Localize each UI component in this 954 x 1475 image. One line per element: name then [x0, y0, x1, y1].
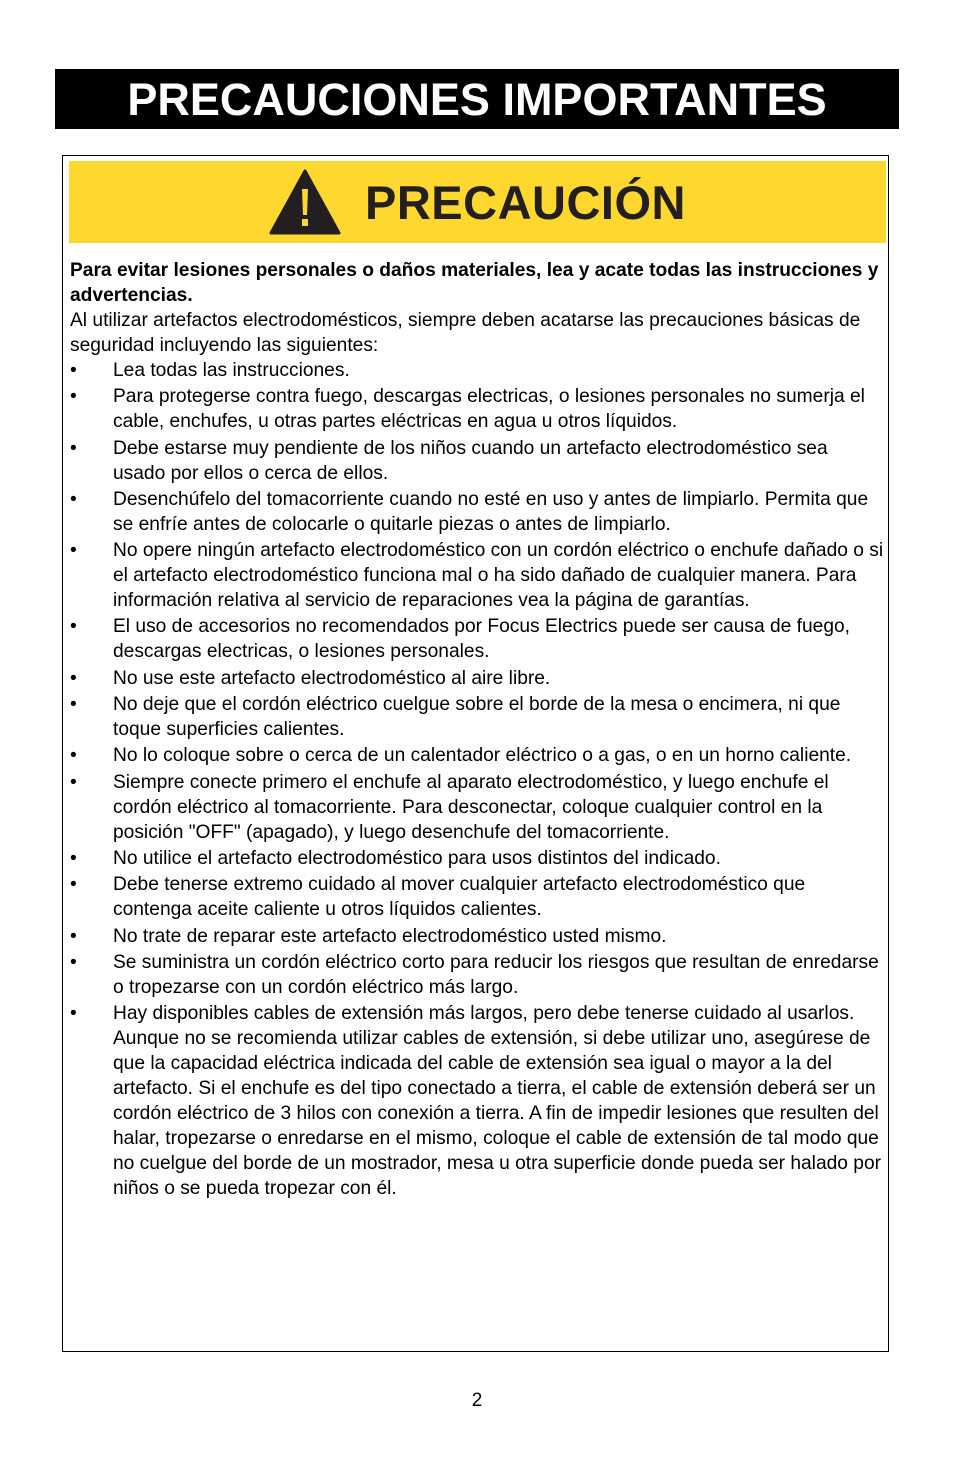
- list-item: [70, 743, 885, 768]
- list-item: [70, 692, 885, 742]
- list-item-text: No opere ningún artefacto electrodoméstico con un cordón eléctrico o enchufe dañado o si el artefacto electrodoméstico funciona mal o ha sido dañado de cualquier manera. Para información relativa al servicio de reparaciones vea la página de garantías.: [113, 540, 884, 612]
- list-item: [70, 487, 885, 537]
- list-item-text: Desenchúfelo del tomacorriente cuando no esté en uso y antes de limpiarlo. Permita que se enfríe antes de colocarle o quitarle piezas o antes de limpiarlo.: [113, 488, 869, 535]
- list-item-text: No trate de reparar este artefacto electrodoméstico usted mismo.: [113, 925, 667, 947]
- warning-triangle-icon: [269, 169, 341, 235]
- intro-warning: Para evitar lesiones personales o daños materiales, lea y acate todas las instrucciones y advertencias.: [70, 260, 879, 306]
- precautions-list: [70, 358, 885, 1201]
- bullet-marker: •: [70, 925, 77, 947]
- list-item: [70, 358, 885, 383]
- list-item: [70, 436, 885, 486]
- list-item: [70, 846, 885, 871]
- list-item-text: Para protegerse contra fuego, descargas electricas, o lesiones personales no sumerja el cable, enchufes, u otras partes eléctricas en agua u otros líquidos.: [113, 386, 865, 433]
- precautions-text: [70, 258, 885, 1202]
- list-item-text: Lea todas las instrucciones.: [113, 360, 350, 381]
- list-item: [70, 666, 885, 691]
- list-item-text: No use este artefacto electrodoméstico al aire libre.: [113, 667, 551, 689]
- bullet-marker: •: [70, 616, 77, 638]
- title-banner: [55, 69, 899, 129]
- bullet-marker: •: [70, 360, 77, 381]
- list-item: [70, 538, 885, 613]
- list-item-text: No deje que el cordón eléctrico cuelgue sobre el borde de la mesa o encimera, ni que toque superficies calientes.: [113, 694, 841, 741]
- bullet-marker: •: [70, 540, 77, 562]
- list-item-text: Siempre conecte primero el enchufe al aparato electrodoméstico, y luego enchufe el cordón eléctrico al tomacorriente. Para desconectar, coloque cualquier control en la posición "OFF" (apagado), y luego desenchufe del tomacorriente.: [113, 771, 829, 843]
- precautions-box: [62, 155, 889, 1352]
- bullet-marker: •: [70, 386, 77, 408]
- page-title: PRECAUCIONES IMPORTANTES: [127, 73, 827, 125]
- list-item: [70, 1001, 885, 1201]
- bullet-marker: •: [70, 437, 77, 459]
- bullet-marker: •: [70, 667, 77, 689]
- page-number: 2: [471, 1390, 483, 1411]
- caution-label: PRECAUCIÓN: [365, 175, 686, 229]
- list-item: [70, 770, 885, 845]
- list-item-text: Se suministra un cordón eléctrico corto para reducir los riesgos que resultan de enredarse o tropezarse con un cordón eléctrico más largo.: [113, 951, 879, 998]
- bullet-marker: •: [70, 847, 77, 869]
- list-item: [70, 924, 885, 949]
- list-item-text: Debe estarse muy pendiente de los niños cuando un artefacto electrodoméstico sea usado por ellos o cerca de ellos.: [113, 437, 828, 484]
- bullet-marker: •: [70, 745, 77, 767]
- bullet-marker: •: [70, 874, 77, 896]
- list-item: [70, 950, 885, 1000]
- list-item-text: No lo coloque sobre o cerca de un calentador eléctrico o a gas, o en un horno caliente.: [113, 745, 852, 767]
- bullet-marker: •: [70, 951, 77, 973]
- list-item: [70, 872, 885, 922]
- list-item-text: Hay disponibles cables de extensión más largos, pero debe tenerse cuidado al usarlos. Aunque no se recomienda utilizar cables de extensión, si debe utilizar uno, asegúrese de que la capacidad eléctrica indicada del cable de extensión sea igual o mayor a la del artefacto. Si el enchufe es del tipo conectado a tierra, el cable de extensión deberá ser un cordón eléctrico de 3 hilos con conexión a tierra. A fin de impedir lesiones que resulten del halar, tropezarse o enredarse en el mismo, coloque el cable de extensión de tal modo que no cuelgue del borde de un mostrador, mesa u otra superficie donde pueda ser halado por niños o se pueda tropezar con él.: [113, 1003, 882, 1200]
- bullet-marker: •: [70, 488, 77, 510]
- list-item-text: El uso de accesorios no recomendados por Focus Electrics puede ser causa de fuego, descargas electricas, o lesiones personales.: [113, 616, 851, 663]
- list-item-text: No utilice el artefacto electrodoméstico para usos distintos del indicado.: [113, 847, 721, 869]
- list-item-text: Debe tenerse extremo cuidado al mover cualquier artefacto electrodoméstico que contenga aceite caliente u otros líquidos calientes.: [113, 874, 806, 921]
- list-item: [70, 614, 885, 664]
- intro-text: Al utilizar artefactos electrodomésticos, siempre deben acatarse las precauciones básicas de seguridad incluyendo las siguientes:: [70, 310, 861, 356]
- bullet-marker: •: [70, 1003, 77, 1025]
- caution-banner: [69, 161, 886, 243]
- list-item: [70, 384, 885, 434]
- bullet-marker: •: [70, 771, 77, 793]
- bullet-marker: •: [70, 694, 77, 716]
